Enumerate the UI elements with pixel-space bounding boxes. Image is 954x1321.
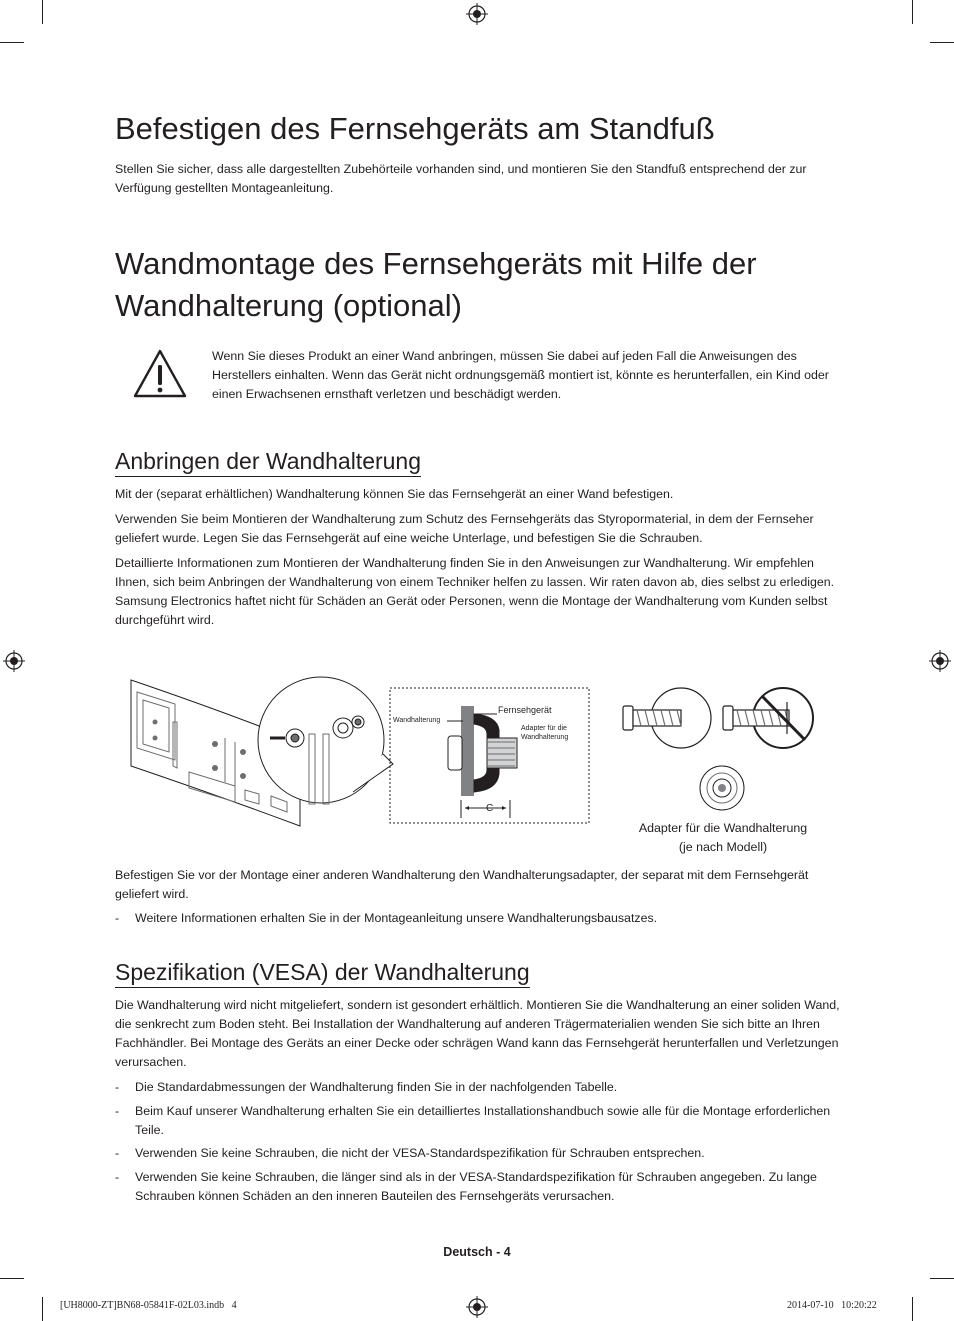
crop-mark [930, 1278, 954, 1279]
paragraph: Verwenden Sie beim Montieren der Wandhalterung zum Schutz des Fernsehgeräts das Styropormaterial, in dem der Fernseher geliefert wurde. Legen Sie das Fernsehgerät auf eine weiche Unterlage, und befestigen Sie die Schrauben. [115, 512, 814, 545]
bullet-item [115, 1102, 840, 1140]
section-title-vesa: Spezifikation (VESA) der Wandhalterung [115, 957, 530, 988]
figure-caption [622, 819, 824, 857]
crop-mark [0, 42, 24, 43]
paragraph: Befestigen Sie vor der Montage einer anderen Wandhalterung den Wandhalterungsadapter, der separat mit dem Fernsehgerät geliefert wird. [115, 868, 809, 901]
bullet-dash: - [115, 1080, 120, 1094]
bullet-text: Verwenden Sie keine Schrauben, die nicht der VESA-Standardspezifikation für Schrauben entsprechen. [135, 1146, 705, 1160]
registration-mark-icon [3, 650, 25, 672]
registration-mark-icon [466, 1296, 488, 1318]
crop-mark [0, 1278, 24, 1279]
bullet-item [115, 1168, 840, 1206]
crop-mark [42, 1297, 43, 1321]
paragraph: Die Wandhalterung wird nicht mitgeliefert, sondern ist gesondert erhältlich. Montieren Sie die Wandhalterung an einer soliden Wand, die senkrecht zum Boden steht. Bei Installation der Wandhalterung auf anderen Trägermaterialien wenden Sie sich bitte an Ihren Fachhändler. Bei Montage des Geräts an einer Decke oder schrägen Wand kann das Fernsehgerät herunterfallen und Verletzungen verursachen. [115, 998, 840, 1069]
warning-text: Wenn Sie dieses Produkt an einer Wand anbringen, müssen Sie dabei auf jeden Fall die Anweisungen des Herstellers einhalten. Wenn das Gerät nicht ordnungsgemäß montiert ist, könnte es herunterfallen, ein Kind oder einen Erwachsenen ernsthaft verletzen und beschädigt werden. [212, 349, 829, 401]
registration-mark-icon [929, 650, 951, 672]
bullet-item [115, 1144, 840, 1163]
bullet-text: Weitere Informationen erhalten Sie in der Montageanleitung unsere Wandhalterungsbausatzes. [135, 911, 658, 925]
bullet-text: Die Standardabmessungen der Wandhalterung finden Sie in der nachfolgenden Tabelle. [135, 1080, 618, 1094]
bullet-dash: - [115, 911, 120, 925]
bullet-item [115, 909, 840, 928]
figure-caption-line1: Adapter für die Wandhalterung [638, 821, 808, 835]
paragraph: Detaillierte Informationen zum Montieren der Wandhalterung finden Sie in den Anweisungen zur Wandhalterung. Wir empfehlen Ihnen, sich beim Anbringen der Wandhalterung von einem Techniker helfen zu lassen. Wir raten davon ab, dies selbst zu erledigen. Samsung Electronics haftet nicht für Schäden an Gerät oder Personen, wenn die Montage der Wandhalterung vom Kunden selbst durchgeführt wird. [115, 556, 835, 627]
warning-icon [132, 348, 188, 400]
paragraph: Mit der (separat erhältlichen) Wandhalterung können Sie das Fernsehgerät an einer Wand befestigen. [115, 487, 674, 501]
label-adapter-small-2: Wandhalterung [521, 734, 569, 741]
label-c: C [486, 803, 494, 814]
prohibited-screw-icon [723, 688, 813, 748]
page-title: Befestigen des Fernsehgeräts am Standfuß [115, 111, 715, 146]
label-tv: Fernsehgerät [498, 705, 552, 715]
print-file-info: [UH8000-ZT]BN68-05841F-02L03.indb 4 [60, 1300, 237, 1311]
bullet-dash: - [115, 1104, 120, 1118]
bullet-text: Verwenden Sie keine Schrauben, die länger sind als in der VESA-Standardspezifikation für Schrauben angegeben. Zu lange Schrauben können Schäden an den inneren Bauteilen des Fernsehgeräts verursachen. [135, 1170, 817, 1203]
label-wall-mount: Wandhalterung [393, 717, 441, 724]
registration-mark-icon [466, 3, 488, 25]
bullet-item [115, 1078, 840, 1097]
zoom-detail [258, 677, 393, 804]
crop-mark [930, 42, 954, 43]
crop-mark [912, 0, 913, 24]
adapter-washer-icon [700, 766, 744, 810]
crop-mark [42, 0, 43, 24]
page-number: Deutsch - 4 [443, 1245, 511, 1259]
section-title-attach: Anbringen der Wandhalterung [115, 446, 421, 477]
wall-mount-title-line1: Wandmontage des Fernsehgeräts mit Hilfe der [115, 246, 757, 281]
label-adapter-small-1: Adapter für die [521, 725, 567, 732]
bullet-dash: - [115, 1146, 120, 1160]
print-date-info: 2014-07-10 10:20:22 [787, 1300, 877, 1311]
bullet-text: Beim Kauf unserer Wandhalterung erhalten Sie ein detailliertes Installationshandbuch sowie alle für die Montage erforderlichen Teile. [135, 1104, 831, 1137]
wall-mount-title-line2: Wandhalterung (optional) [115, 288, 462, 323]
wall-mount-title [115, 243, 757, 327]
correct-screw-icon [623, 688, 711, 748]
figure-caption-line2: (je nach Modell) [678, 840, 768, 854]
stand-instructions: Stellen Sie sicher, dass alle dargestellten Zubehörteile vorhanden sind, und montieren Sie den Standfuß entsprechend der zur Verfügung gestellten Montageanleitung. [115, 162, 807, 195]
crop-mark [912, 1297, 913, 1321]
bullet-dash: - [115, 1170, 120, 1184]
